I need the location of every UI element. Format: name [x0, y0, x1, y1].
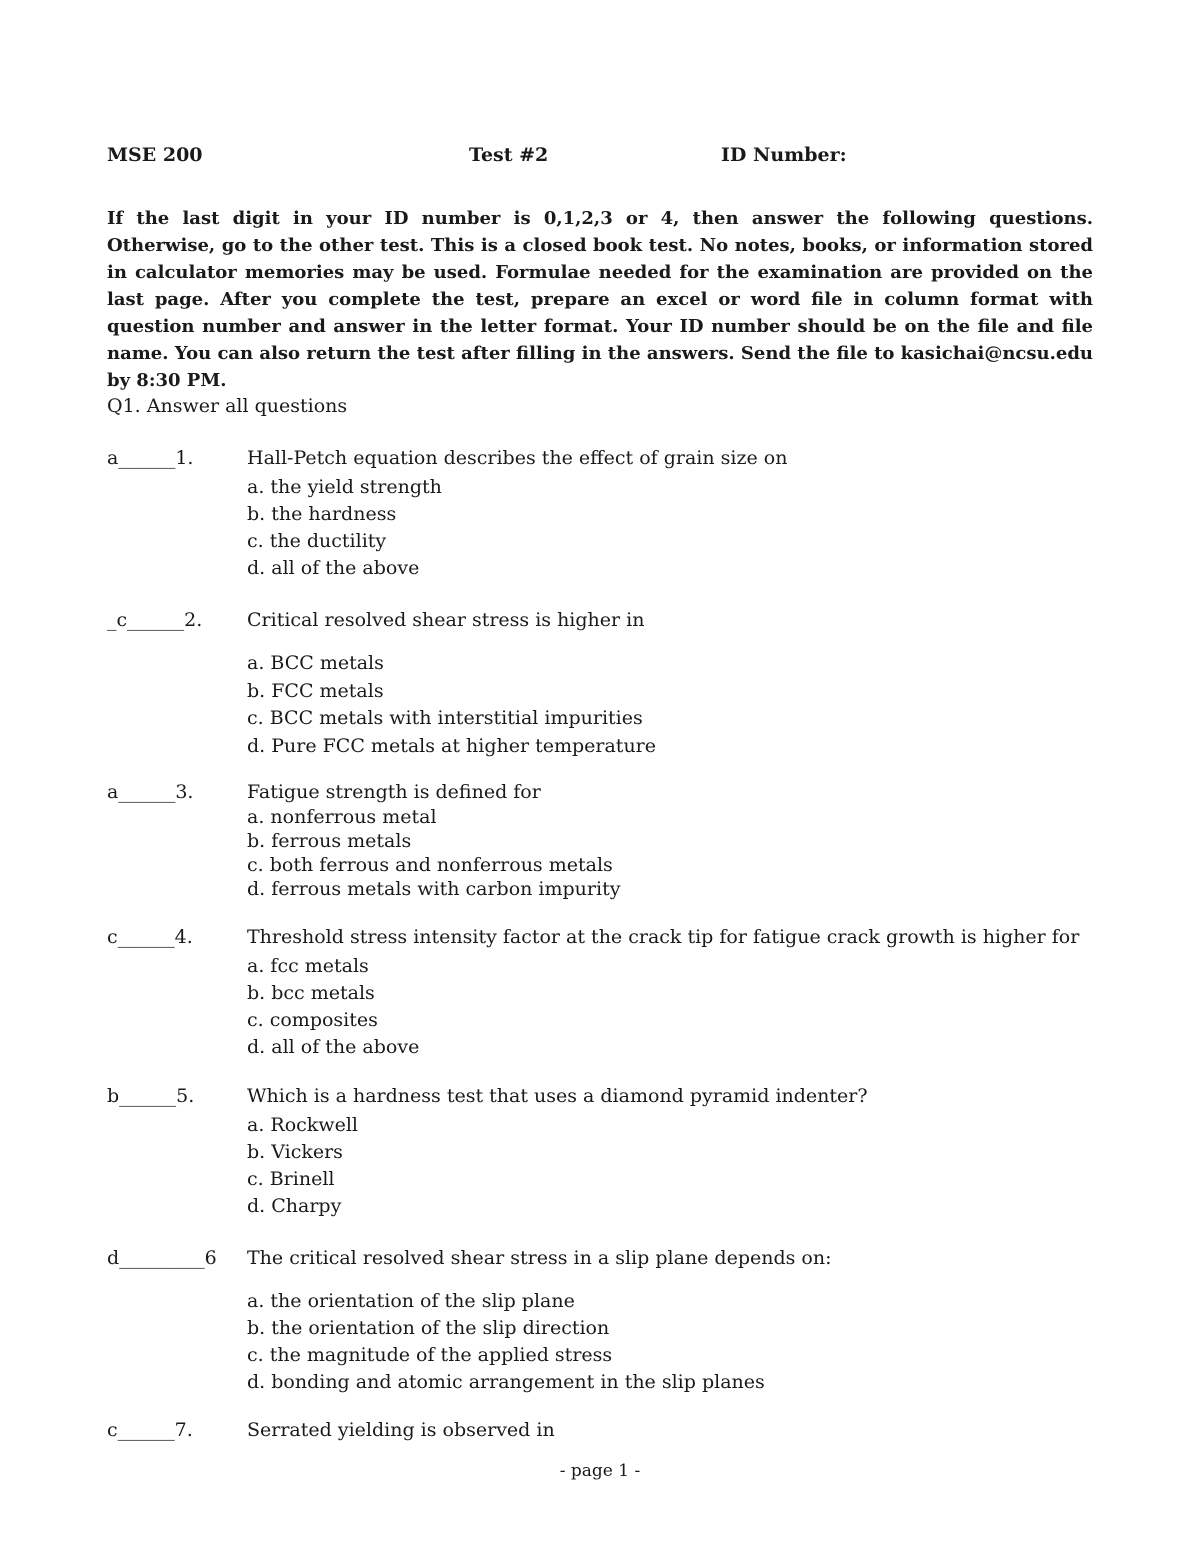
- question-answer: c______7.: [107, 1419, 193, 1441]
- option: a. the yield strength: [247, 476, 442, 498]
- option: d. all of the above: [247, 557, 420, 579]
- question-options: [247, 1112, 358, 1220]
- option: b. FCC metals: [247, 679, 384, 702]
- option: d. ferrous metals with carbon impurity: [247, 878, 621, 900]
- option: c. composites: [247, 1009, 378, 1031]
- option: a. BCC metals: [247, 652, 384, 674]
- option: a. the orientation of the slip plane: [247, 1290, 575, 1312]
- question-answer: d_________6: [107, 1247, 217, 1269]
- option: b. the orientation of the slip direction: [247, 1317, 610, 1339]
- option: b. bcc metals: [247, 982, 375, 1004]
- question-options: [247, 1288, 765, 1396]
- question-stem: Serrated yielding is observed in: [247, 1419, 555, 1441]
- exam-header: [107, 144, 1097, 170]
- section-heading: Q1. Answer all questions: [107, 395, 348, 417]
- exam-instructions: If the last digit in your ID number is 0,1,2,3 or 4, then answer the following questions. Otherwise, go to the other test. This is a closed book test. No notes, books, or information stored in calculator memories may be used. Formulae needed for the examination are provided on the last page. After you complete the test, prepare an excel or word file in column format with question number and answer in the letter format. Your ID number should be on the file and file name. You can also return the test after filling in the answers. Send the file to kasichai@ncsu.edu by 8:30 PM.: [107, 208, 1093, 391]
- question-options: [247, 650, 656, 760]
- question-stem: Hall-Petch equation describes the effect of grain size on: [247, 447, 788, 469]
- question-stem: Critical resolved shear stress is higher in: [247, 609, 645, 631]
- test-number: Test #2: [469, 144, 549, 166]
- option: d. Pure FCC metals at higher temperature: [247, 734, 657, 757]
- option: b. ferrous metals: [247, 830, 412, 852]
- option: c. BCC metals with interstitial impurities: [247, 707, 643, 729]
- option: b. the hardness: [247, 503, 397, 525]
- question-options: [247, 805, 620, 901]
- option: b. Vickers: [247, 1141, 343, 1163]
- question-stem: The critical resolved shear stress in a slip plane depends on:: [247, 1247, 832, 1269]
- question-stem: Fatigue strength is defined for: [247, 781, 541, 803]
- question-answer: a______3.: [107, 781, 194, 803]
- option: d. bonding and atomic arrangement in the slip planes: [247, 1371, 765, 1393]
- option: c. Brinell: [247, 1168, 335, 1190]
- option: a. Rockwell: [247, 1114, 358, 1136]
- question-answer: a______1.: [107, 447, 194, 469]
- question-stem: Which is a hardness test that uses a diamond pyramid indenter?: [247, 1085, 868, 1107]
- option: c. both ferrous and nonferrous metals: [247, 854, 613, 876]
- question-options: [247, 474, 442, 582]
- option: d. Charpy: [247, 1195, 342, 1217]
- page-number: - page 1 -: [559, 1461, 641, 1481]
- question-answer: c______4.: [107, 926, 193, 948]
- id-number-label: ID Number:: [721, 144, 847, 166]
- question-answer: b______5.: [107, 1085, 195, 1107]
- option: a. nonferrous metal: [247, 806, 437, 828]
- option: c. the magnitude of the applied stress: [247, 1344, 613, 1366]
- question-options: [247, 953, 419, 1061]
- course-code: MSE 200: [107, 144, 203, 166]
- option: a. fcc metals: [247, 955, 369, 977]
- option: d. all of the above: [247, 1036, 420, 1058]
- option: c. the ductility: [247, 530, 387, 552]
- question-answer: _c______2.: [107, 609, 203, 631]
- question-stem: Threshold stress intensity factor at the crack tip for fatigue crack growth is higher for: [247, 926, 1080, 948]
